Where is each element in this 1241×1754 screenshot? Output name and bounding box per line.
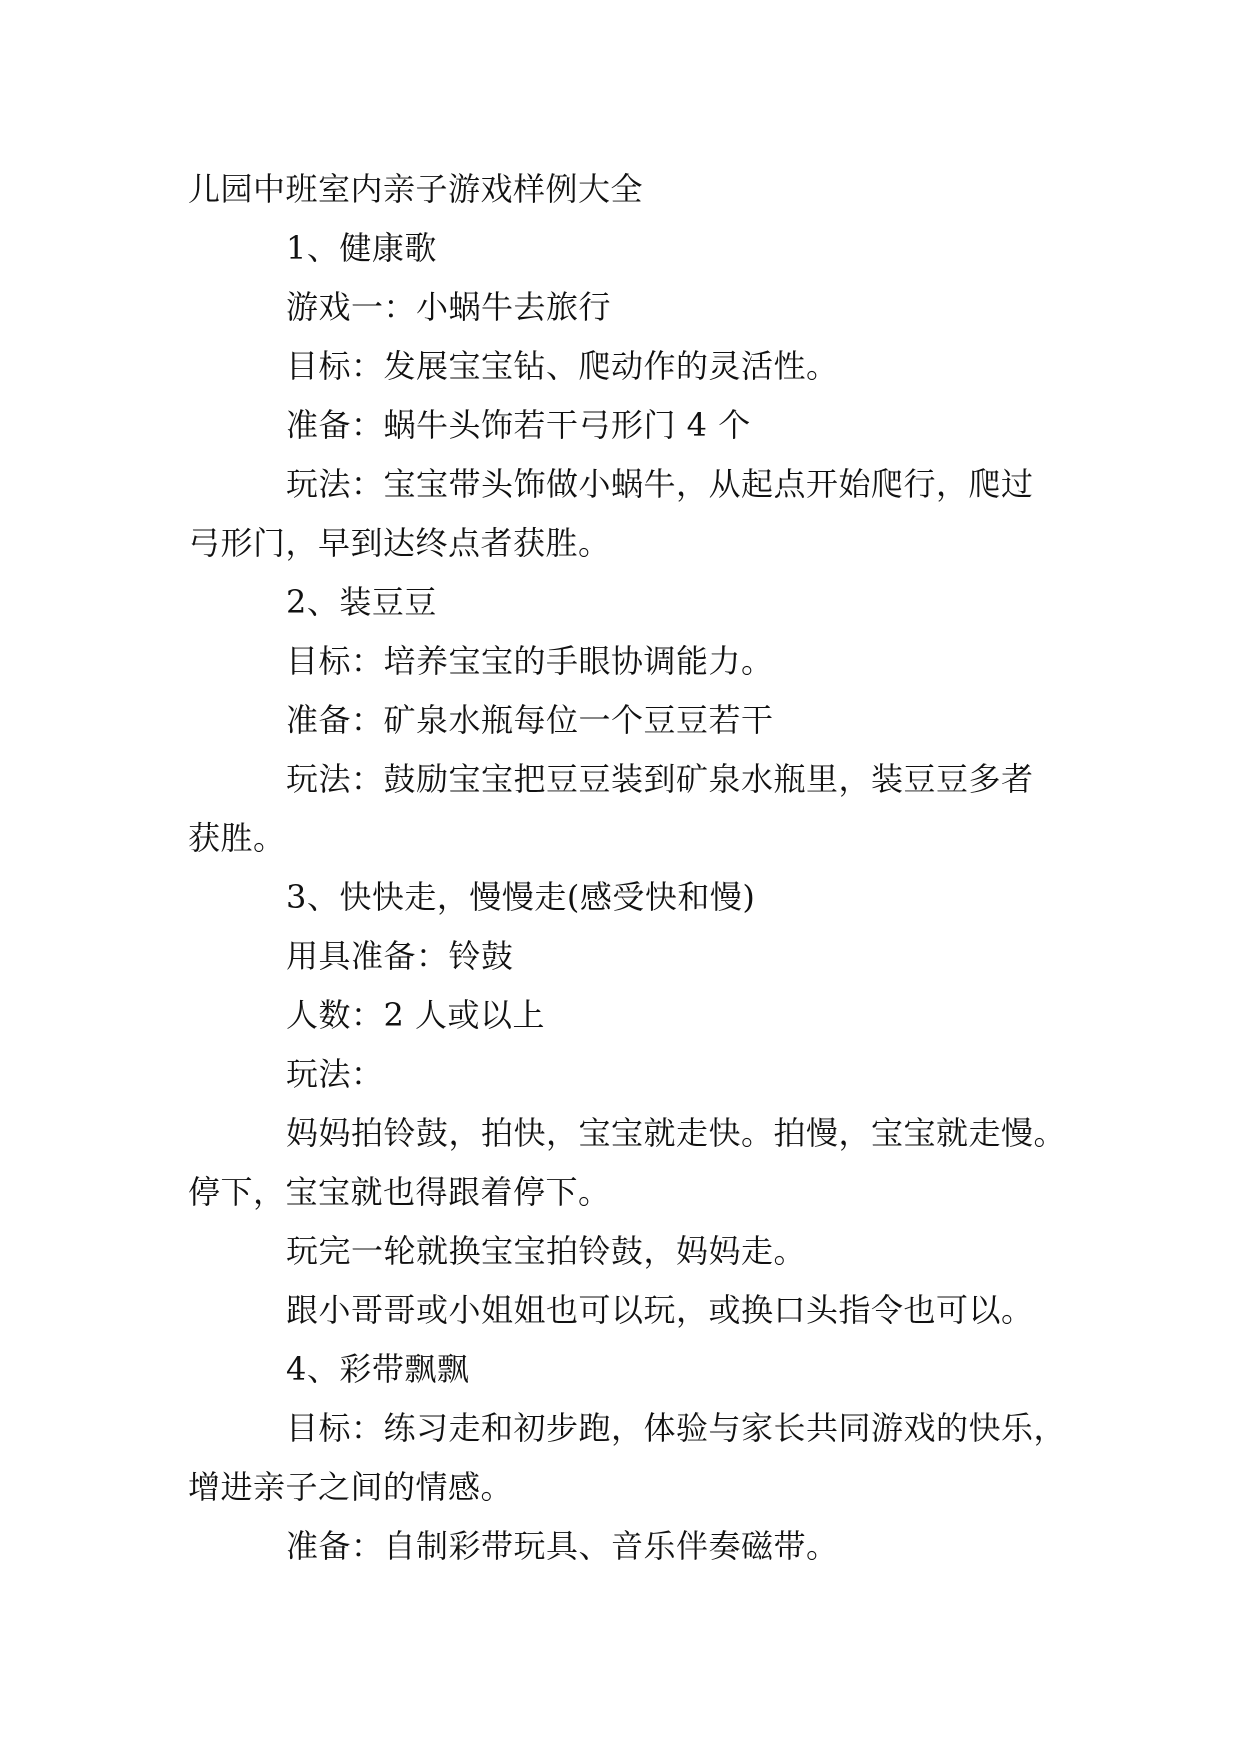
paragraph-line: 准备：蜗牛头饰若干弓形门 4 个 bbox=[286, 406, 751, 444]
paragraph-line: 妈妈拍铃鼓，拍快，宝宝就走快。拍慢，宝宝就走慢。 bbox=[286, 1114, 1067, 1152]
paragraph-line: 用具准备：铃鼓 bbox=[286, 937, 514, 975]
paragraph-line: 获胜。 bbox=[188, 819, 286, 857]
paragraph-line: 停下，宝宝就也得跟着停下。 bbox=[188, 1173, 611, 1211]
paragraph-line: 跟小哥哥或小姐姐也可以玩，或换口头指令也可以。 bbox=[286, 1291, 1034, 1329]
paragraph-line: 人数：2 人或以上 bbox=[286, 996, 546, 1034]
paragraph-line: 弓形门，早到达终点者获胜。 bbox=[188, 524, 611, 562]
paragraph-line: 增进亲子之间的情感。 bbox=[188, 1468, 514, 1506]
document-title: 儿园中班室内亲子游戏样例大全 bbox=[188, 170, 644, 208]
paragraph-line: 目标：培养宝宝的手眼协调能力。 bbox=[286, 642, 774, 680]
game-one-title: 游戏一：小蜗牛去旅行 bbox=[286, 288, 612, 326]
paragraph-line: 玩法：宝宝带头饰做小蜗牛，从起点开始爬行，爬过 bbox=[286, 465, 1034, 503]
heading-health-song: 1、健康歌 bbox=[286, 229, 437, 267]
paragraph-line: 准备：自制彩带玩具、音乐伴奏磁带。 bbox=[286, 1527, 839, 1565]
paragraph-line: 目标：练习走和初步跑，体验与家长共同游戏的快乐， bbox=[286, 1409, 1067, 1447]
paragraph-line: 目标：发展宝宝钻、爬动作的灵活性。 bbox=[286, 347, 839, 385]
paragraph-line: 玩法：鼓励宝宝把豆豆装到矿泉水瓶里，装豆豆多者 bbox=[286, 760, 1034, 798]
paragraph-line: 玩完一轮就换宝宝拍铃鼓，妈妈走。 bbox=[286, 1232, 807, 1270]
heading-fast-slow-walk: 3、快快走，慢慢走(感受快和慢) bbox=[286, 878, 756, 916]
heading-ribbon-floating: 4、彩带飘飘 bbox=[286, 1350, 470, 1388]
paragraph-line: 玩法： bbox=[286, 1055, 384, 1093]
heading-bean-filling: 2、装豆豆 bbox=[286, 583, 437, 621]
document-body bbox=[188, 160, 1067, 1576]
paragraph-line: 准备：矿泉水瓶每位一个豆豆若干 bbox=[286, 701, 774, 739]
